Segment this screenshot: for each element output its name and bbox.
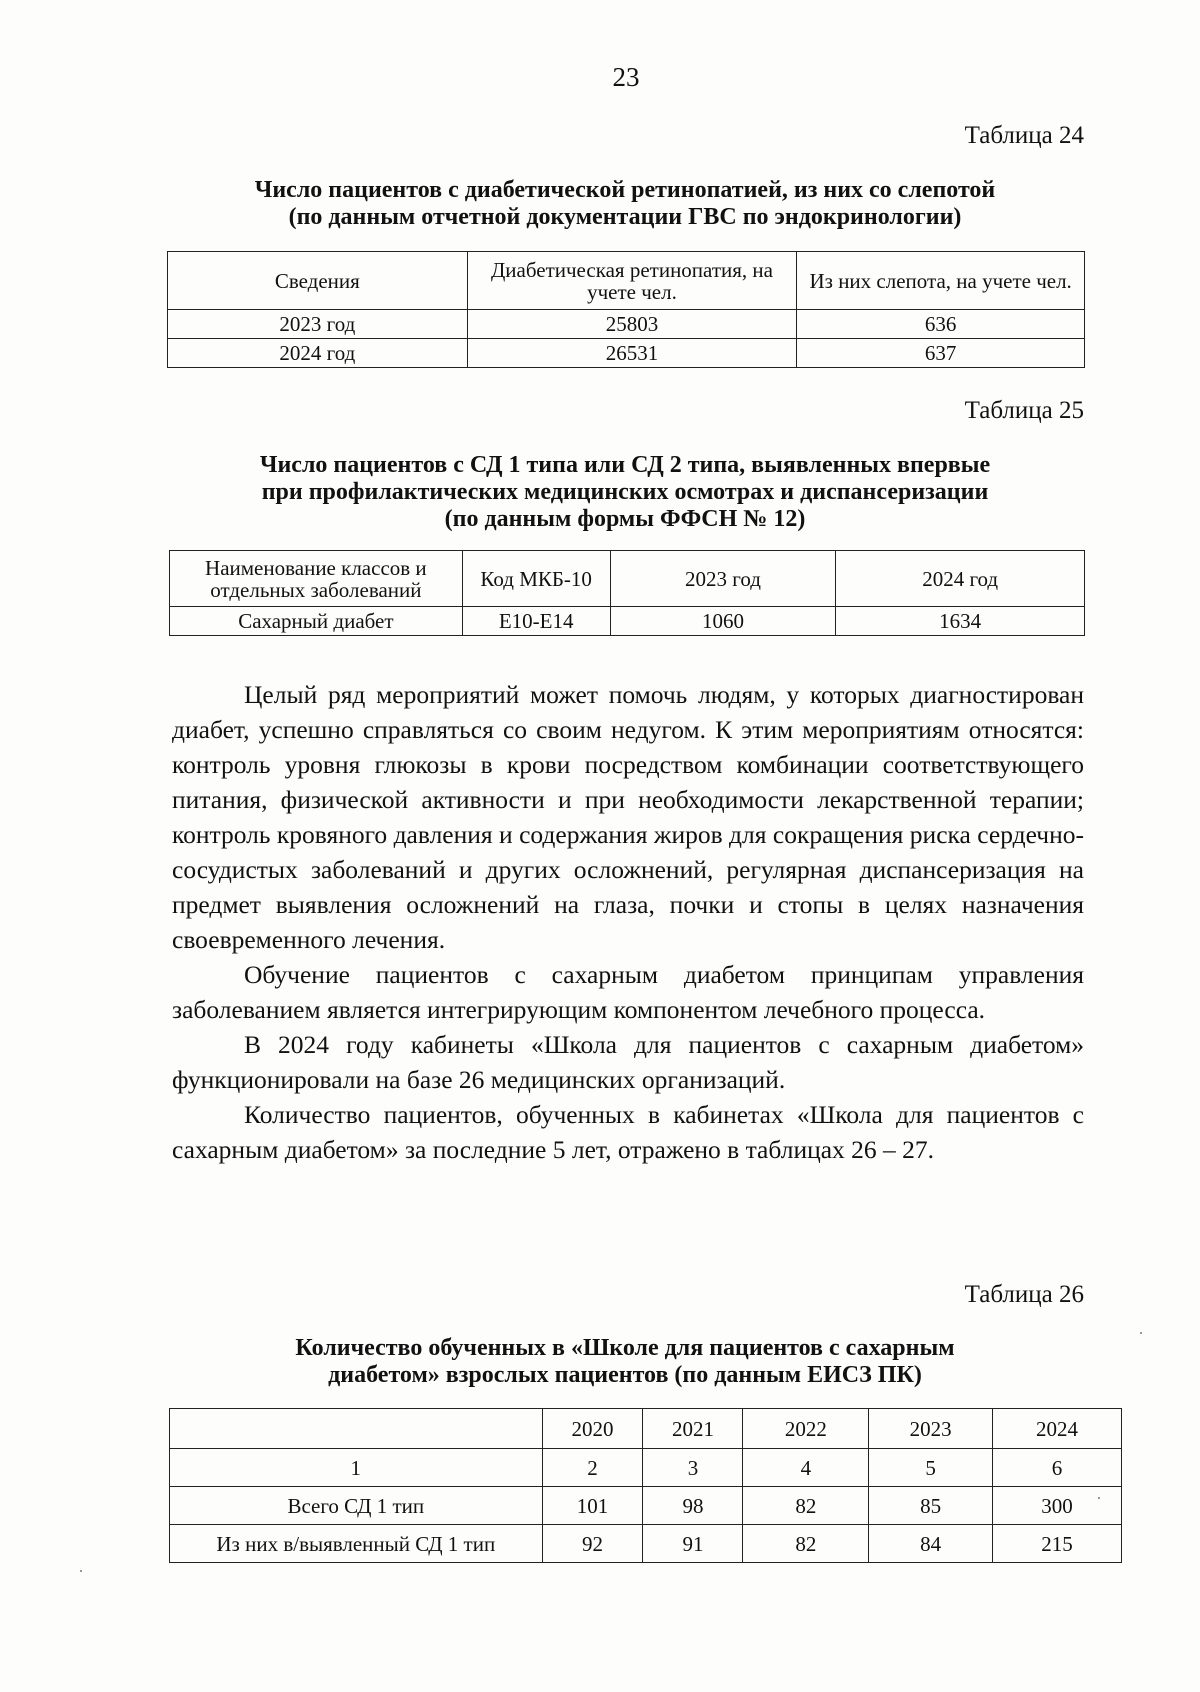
table-cell: 1060: [610, 607, 836, 636]
header-cell: 2024 год: [836, 551, 1085, 607]
header-cell: Наименование классов и отдельных заболеваний: [170, 551, 463, 607]
table-25-label: Таблица 25: [964, 397, 1084, 424]
header-cell: 2022: [743, 1409, 869, 1449]
table-cell: 25803: [467, 310, 797, 339]
body-text: [172, 677, 1084, 1167]
table-25-title: [160, 452, 1090, 533]
paragraph: Количество пациентов, обученных в кабинетах «Школа для пациентов с сахарным диабетом» за последние 5 лет, отражено в таблицах 26 – 27.: [172, 1100, 1084, 1164]
table-cell: Из них в/выявленный СД 1 тип: [170, 1525, 543, 1563]
table-26-title-line1: Количество обученных в «Школе для пациентов с сахарным: [295, 1335, 955, 1361]
table-24-header-row: [168, 252, 1085, 310]
header-cell: 2023 год: [610, 551, 836, 607]
header-cell: 2024: [993, 1409, 1122, 1449]
table-cell: 85: [869, 1487, 993, 1525]
header-cell: 2023: [869, 1409, 993, 1449]
column-number-cell: 1: [170, 1449, 543, 1487]
table-cell: 98: [643, 1487, 743, 1525]
table-cell: Е10-Е14: [462, 607, 610, 636]
table-cell: Всего СД 1 тип: [170, 1487, 543, 1525]
scan-speck: [1098, 1497, 1100, 1499]
table-26-header-row: [170, 1409, 1122, 1449]
header-cell: [170, 1409, 543, 1449]
table-cell: 84: [869, 1525, 993, 1563]
table-25-title-line1: Число пациентов с СД 1 типа или СД 2 типа, выявленных впервые: [259, 452, 991, 478]
table-cell: 26531: [467, 339, 797, 368]
table-row: [170, 1525, 1122, 1563]
column-number-cell: 6: [993, 1449, 1122, 1487]
table-24-title: [160, 177, 1090, 231]
table-cell: 636: [797, 310, 1085, 339]
paragraph: Обучение пациентов с сахарным диабетом принципам управления заболеванием является интегрирующим компонентом лечебного процесса.: [172, 960, 1084, 1024]
table-25-title-line2: при профилактических медицинских осмотрах и диспансеризации: [261, 479, 989, 505]
table-row: [168, 310, 1085, 339]
header-cell: Из них слепота, на учете чел.: [797, 252, 1085, 310]
table-25-title-line3: (по данным формы ФФСН № 12): [444, 506, 806, 532]
header-cell: Диабетическая ретинопатия, на учете чел.: [467, 252, 797, 310]
page-number: 23: [612, 62, 640, 92]
table-row: [168, 339, 1085, 368]
column-number-cell: 2: [542, 1449, 643, 1487]
table-cell: 101: [542, 1487, 643, 1525]
table-25: [169, 550, 1085, 636]
table-26-title-line2: диабетом» взрослых пациентов (по данным ЕИСЗ ПК): [328, 1362, 922, 1388]
table-cell: 2024 год: [168, 339, 468, 368]
table-24: [167, 251, 1085, 368]
table-row: [170, 607, 1085, 636]
table-24-label: Таблица 24: [964, 122, 1084, 149]
table-cell: 82: [743, 1487, 869, 1525]
header-cell: Сведения: [168, 252, 468, 310]
table-cell: 92: [542, 1525, 643, 1563]
table-cell: 637: [797, 339, 1085, 368]
table-24-title-line1: Число пациентов с диабетической ретинопатией, из них со слепотой: [254, 177, 996, 203]
column-number-cell: 3: [643, 1449, 743, 1487]
header-cell: 2020: [542, 1409, 643, 1449]
header-cell: Код МКБ-10: [462, 551, 610, 607]
column-number-cell: 5: [869, 1449, 993, 1487]
table-row: [170, 1487, 1122, 1525]
column-number-cell: 4: [743, 1449, 869, 1487]
table-26-label: Таблица 26: [964, 1281, 1084, 1308]
table-26-title: [160, 1335, 1090, 1389]
table-24-title-line2: (по данным отчетной документации ГВС по эндокринологии): [288, 204, 962, 230]
table-26-column-numbers: [170, 1449, 1122, 1487]
table-cell: Сахарный диабет: [170, 607, 463, 636]
scan-speck: [80, 1570, 82, 1572]
table-26: [169, 1408, 1122, 1563]
table-cell: 2023 год: [168, 310, 468, 339]
table-25-header-row: [170, 551, 1085, 607]
scan-speck: [1140, 1332, 1142, 1334]
table-cell: 82: [743, 1525, 869, 1563]
table-cell: 300: [993, 1487, 1122, 1525]
paragraph: В 2024 году кабинеты «Школа для пациентов с сахарным диабетом» функционировали на базе 26 медицинских организаций.: [172, 1030, 1084, 1094]
table-cell: 1634: [836, 607, 1085, 636]
paragraph: Целый ряд мероприятий может помочь людям, у которых диагностирован диабет, успешно справляться со своим недугом. К этим мероприятиям относятся: контроль уровня глюкозы в крови посредством комбинации соответствующего питания, физической активности и при необходимости лекарственной терапии; контроль кровяного давления и содержания жиров для сокращения риска сердечно-сосудистых заболеваний и других осложнений, регулярная диспансеризация на предмет выявления осложнений на глаза, почки и стопы в целях назначения своевременного лечения.: [172, 680, 1084, 954]
table-cell: 91: [643, 1525, 743, 1563]
table-cell: 215: [993, 1525, 1122, 1563]
header-cell: 2021: [643, 1409, 743, 1449]
